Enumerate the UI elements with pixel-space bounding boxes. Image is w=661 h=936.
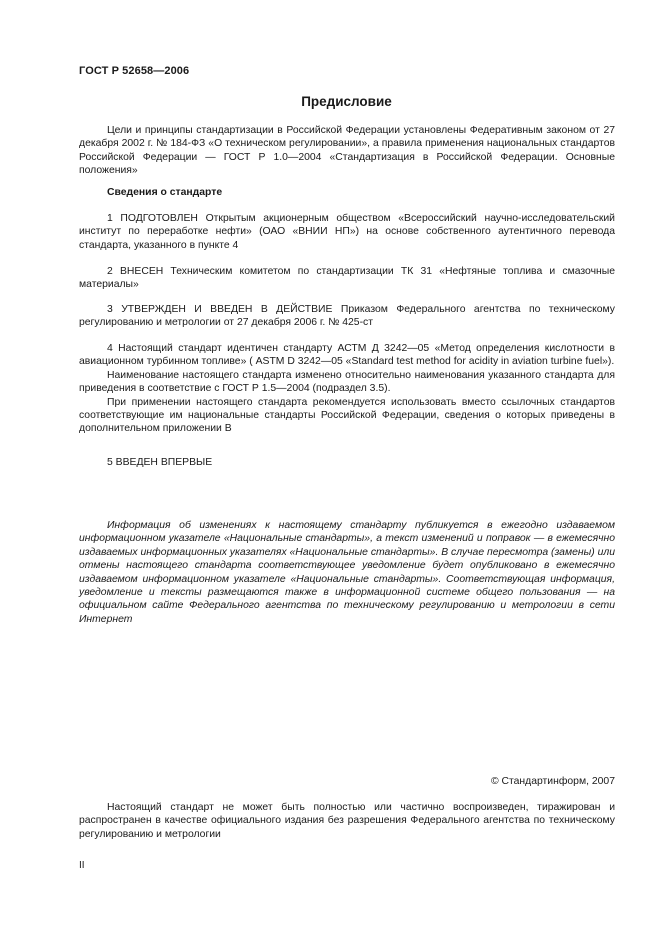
item-4-text-b: Наименование настоящего стандарта изменено относительно наименования указанного стандарта для приведения в соответствие с ГОСТ Р 1.5—2004 (подраздел 3.5). [79, 369, 615, 395]
item-4 [79, 342, 615, 436]
intro-paragraph [79, 124, 615, 178]
intro-text: Цели и принципы стандартизации в Российской Федерации установлены Федеративным законом от 27 декабря 2002 г. № 184-ФЗ «О техническом регулировании», а правила применения национальных стандартов Российской Федерации — ГОСТ Р 1.0—2004 «Стандартизация в Российской Федерации. Основные положения» [79, 125, 615, 177]
page-title: Предисловие [301, 94, 392, 109]
item-5 [79, 456, 615, 469]
item-2-text: 2 ВНЕСЕН Техническим комитетом по стандартизации ТК 31 «Нефтяные топлива и смазочные материалы» [79, 266, 615, 291]
item-5-text: 5 ВВЕДЕН ВПЕРВЫЕ [107, 457, 213, 468]
section-heading: Сведения о стандарте [107, 187, 223, 198]
document-code: ГОСТ Р 52658—2006 [79, 65, 190, 77]
item-3 [79, 303, 615, 330]
reproduction-notice [79, 801, 615, 841]
copyright: © Стандартинформ, 2007 [490, 776, 615, 787]
item-4-text-c: При применении настоящего стандарта рекомендуется использовать вместо ссылочных стандартов соответствующие им национальные стандарты Российской Федерации, сведения о которых приведены в дополнительном приложении В [79, 396, 615, 435]
item-1-text: 1 ПОДГОТОВЛЕН Открытым акционерным обществом «Всероссийский научно-исследовательский институт по переработке нефти» (ОАО «ВНИИ НП») на основе собственного аутентичного перевода стандарта, указанного в пункте 4 [79, 213, 615, 251]
reproduction-notice-text: Настоящий стандарт не может быть полностью или частично воспроизведен, тиражирован и распространен в качестве официального издания без разрешения Федерального агентства по техническому регулированию и метрологии [79, 802, 615, 840]
item-4-text-a: 4 Настоящий стандарт идентичен стандарту АСТМ Д 3242—05 «Метод определения кислотности в авиационном турбинном топливе» ( ASTM D 3242—05 «Standard test method for acidity in aviation turbine fuel»). [79, 343, 615, 368]
item-1 [79, 212, 615, 252]
page-number: II [79, 860, 85, 871]
changes-notice [79, 519, 615, 626]
item-2 [79, 265, 615, 292]
changes-notice-text: Информация об изменениях к настоящему стандарту публикуется в ежегодно издаваемом информационном указателе «Национальные стандарты», а текст изменений и поправок — в ежемесячно издаваемых информационных указателях «Национальные стандарты». В случае пересмотра (замены) или отмены настоящего стандарта соответствующее уведомление будет опубликовано в ежемесячно издаваемом информационном указателе «Национальные стандарты». Соответствующая информация, уведомление и тексты размещаются также в информационной системе общего пользования — на официальном сайте Федерального агентства по техническому регулированию и метрологии в сети Интернет [79, 520, 615, 625]
item-3-text: 3 УТВЕРЖДЕН И ВВЕДЕН В ДЕЙСТВИЕ Приказом Федерального агентства по техническому регулированию и метрологии от 27 декабря 2006 г. № 425-ст [79, 304, 615, 329]
